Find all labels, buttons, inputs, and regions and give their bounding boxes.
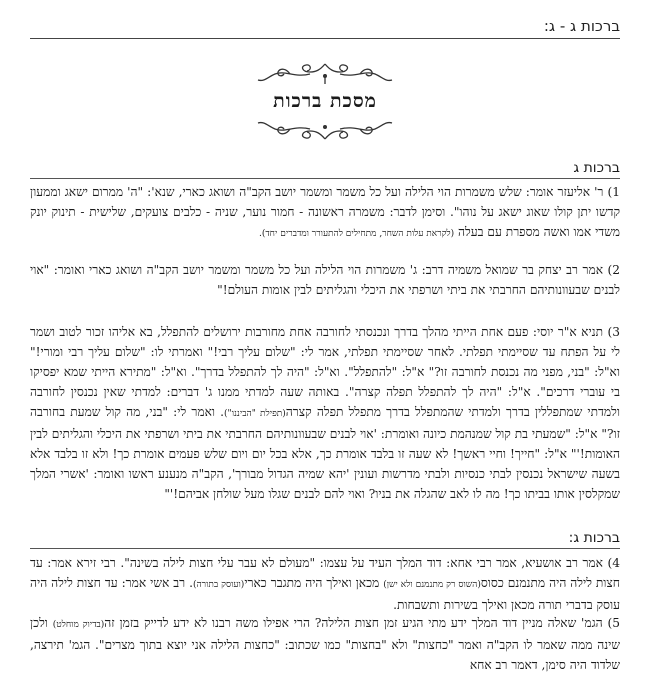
section-heading-3a bbox=[30, 156, 620, 179]
paragraph-4 bbox=[30, 553, 620, 615]
paragraph-note: (בדיוק מוחלט) bbox=[52, 620, 105, 630]
paragraph-1 bbox=[30, 182, 620, 244]
paragraph-text-continued: . רב אשי אמר: עד חצות לילה היה עוסק בדברי תורה מכאן ואילך בשירות ותשבחות. bbox=[30, 576, 620, 612]
paragraph-note: (השוס רק מתנמנם ולא ישן) bbox=[383, 580, 481, 590]
section-heading-text: ברכות ג bbox=[573, 160, 620, 176]
running-head-text: ברכות ג - ג: bbox=[543, 17, 620, 35]
bottom-ornament-icon bbox=[250, 117, 400, 143]
running-head bbox=[30, 12, 620, 39]
paragraph-text: 2) אמר רב יצחק בר שמואל משמיה דרב: ג' משמרות הוי הלילה ועל כל משמר ומשמר יושב הקב"ה ושואג כארי ואומר: "אוי לבנים שבעוונותיהם החרבתי את ביתי ושרפתי את היכלי והגליתים לבין אומות העולם!" bbox=[30, 263, 620, 297]
top-ornament-icon bbox=[250, 60, 400, 86]
paragraph-note: (תפילת "הביננו") bbox=[224, 409, 286, 419]
paragraph-3 bbox=[30, 322, 620, 504]
paragraph-text: 5) הגמ' שאלה מניין דוד המלך ידע מתי הגיע זמן חצות הלילה? הרי אפילו משה רבנו לא ידע לדייק בזמן זה bbox=[104, 616, 621, 630]
paragraph-text: 4) אמר רב אושעיא, אמר רבי אחא: דוד המלך העיד על עצמו: "מעולם לא עבר עלי חצות לילה בשינה". רבי זירא אמר: עד חצות לילה היה מתנמנם כסוס bbox=[30, 556, 621, 590]
paragraph-5 bbox=[30, 613, 621, 672]
paragraph-text: 3) תניא א"ר יוסי: פעם אחת הייתי מהלך בדרך ונכנסתי לחורבה אחת מחורבות ירושלים להתפלל, בא אליהו זכור לטוב ושמר לי על הפתח עד שסיימתי תפלתי. לאחר שסיימתי תפלתי, אמר לי: "שלום עליך רבי!" ואמרתי לו: "שלום עליך רבי ומורי!" וא"ל: "בני, מפני מה נכנסת לחורבה זו?" א"ל: "להתפלל". וא"ל: "היה לך להתפלל בדרך". וא"ל: "מתירא הייתי שמא יפסיקו בי עוברי דרכים". א"ל: "היה לך להתפלל תפלה קצרה". באותה שעה למדתי ממנו ג' דברים: למדתי שאין נכנסין לחורבה ולמדתי שמתפללין בדרך ולמדתי שהמתפלל בדרך מתפלל תפלה קצרה bbox=[30, 325, 620, 419]
paragraph-2 bbox=[30, 260, 620, 300]
paragraph-note: (לקראת עלות השחר, מתחילים להתעורר ומדברים יחד). bbox=[258, 229, 455, 239]
section-heading-3b bbox=[30, 526, 620, 549]
tractate-title: מסכת ברכות bbox=[273, 90, 377, 112]
title-block bbox=[0, 60, 650, 143]
section-heading-text: ברכות ג: bbox=[568, 530, 620, 546]
paragraph-note: (ועוסק בתורה) bbox=[192, 580, 245, 590]
paragraph-text: 1) ר' אליעזר אומר: שלש משמרות הוי הלילה ועל כל משמר ומשמר יושב הקב"ה ושואג כארי, שנא': "ה' ממרום ישאג וממעון קדשו יתן קולו שאוג ישאג על נוהו". וסימן לדבר: משמרה ראשונה - חמור נוער, שניה - כלבים צועקים, שלישית - תינוק יונק משדי אמו ואשה מספרת עם בעלה bbox=[30, 185, 620, 239]
paragraph-text-continued: מכאן ואילך היה מתגבר כארי bbox=[244, 576, 384, 590]
paragraph-text-continued: ולכן שינה ממה שאמר לו הקב"ה ואמר "כחצות" ולא "בחצות" כמו שכתוב: "כחצות הלילה אני יוצא בתוך מצרים". הגמ' תירצה, שלדוד היה סימן, דאמר רב אחא bbox=[30, 616, 620, 672]
paragraph-text-continued: . ואמר לי: "בני, מה קול שמעת בחורבה זו?" א"ל: "שמעתי בת קול שמנהמת כיונה ואומרת: 'אוי לבנים שבעוונותיהם החרבתי את ביתי ושרפתי את היכלי והגליתים לבין האומות!'" א"ל: "חייך! וחיי ראשך! לא שעה זו בלבד אומרת כך, אלא בכל יום ויום שלש פעמים אומרת כך! ולא זו בלבד אלא בשעה שישראל נכנסין לבתי כנסיות ולבתי מדרשות ועונין 'יהא שמיה הגדול מבורך', הקב"ה מנענע ראשו ואומר: 'אשרי המלך שמקלסין אותו בביתו כך! מה לו לאב שהגלה את בניו? ואוי להם לבנים שגלו מעל שולחן אביהם!'" bbox=[30, 405, 620, 501]
